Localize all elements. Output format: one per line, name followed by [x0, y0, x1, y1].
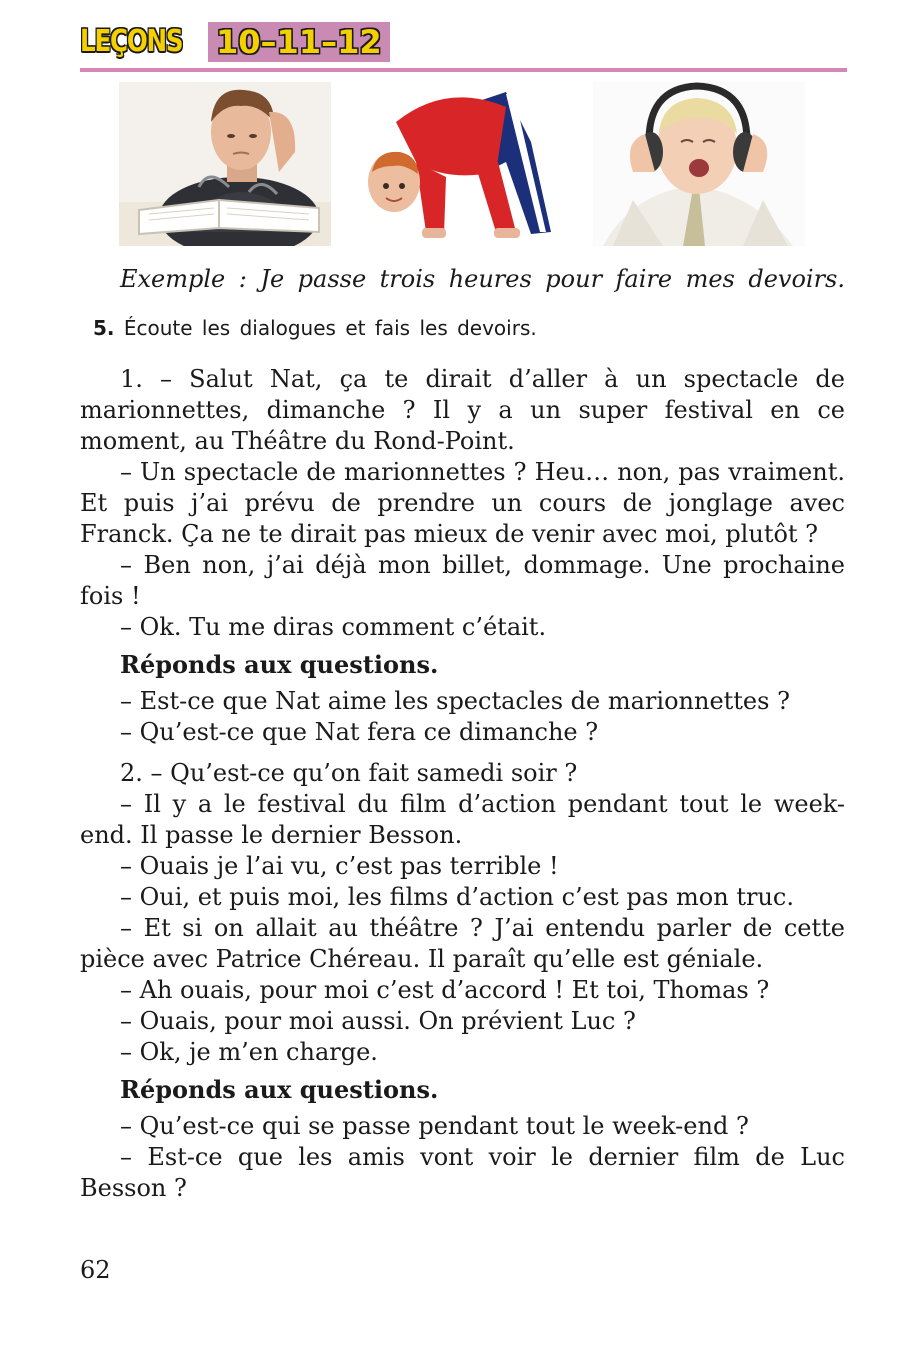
questions1-heading: Réponds aux questions. — [120, 650, 439, 679]
lesson-label: LEÇONS — [80, 24, 183, 59]
boy-stretching-photo — [356, 82, 568, 246]
dialogue2-line: – Il y a le festival du film d’action pendant tout le week-end. Il passe le dernier Besson. — [80, 790, 845, 849]
exercise-text: Écoute les dialogues et fais les devoirs. — [123, 316, 537, 340]
page-number: 62 — [80, 1256, 111, 1284]
dialogue1-line: 1. – Salut Nat, ça te dirait d’aller à un spectacle de marionnettes, dimanche ? Il y a un super festival en ce moment, au Théâtre du Rond-Point. — [80, 365, 845, 455]
dialogue2-line: – Ah ouais, pour moi c’est d’accord ! Et toi, Thomas ? — [120, 976, 770, 1004]
header-rule — [80, 68, 847, 72]
dialogue1-line: – Un spectacle de marionnettes ? Heu… non, pas vraiment. Et puis j’ai prévu de prendre un cours de jonglage avec Franck. Ça ne te dirait pas mieux de venir avec moi, plutôt ? — [80, 458, 845, 548]
dialogue1-line: – Ok. Tu me diras comment c’était. — [120, 613, 547, 641]
dialogue2-line: – Oui, et puis moi, les films d’action c’est pas mon truc. — [120, 883, 794, 911]
dialogue2-line: 2. – Qu’est-ce qu’on fait samedi soir ? — [120, 759, 578, 787]
dialogue2-line: – Ouais je l’ai vu, c’est pas terrible ! — [120, 852, 559, 880]
exercise-number: 5. — [93, 316, 115, 340]
example-sentence: Exemple : Je passe trois heures pour faire mes devoirs. — [120, 265, 845, 293]
dialogue-text — [80, 364, 845, 1204]
boy-with-headphones-photo — [593, 82, 805, 246]
lesson-numbers: 10–11–12 — [208, 22, 390, 62]
dialogue2-line: – Et si on allait au théâtre ? J’ai entendu parler de cette pièce avec Patrice Chéreau. Il paraît qu’elle est géniale. — [80, 914, 845, 973]
question-line: – Qu’est-ce que Nat fera ce dimanche ? — [120, 718, 599, 746]
dialogue2-line: – Ok, je m’en charge. — [120, 1038, 378, 1066]
exercise-instruction — [93, 312, 537, 344]
questions2-heading: Réponds aux questions. — [120, 1075, 439, 1104]
dialogue1-line: – Ben non, j’ai déjà mon billet, dommage. Une prochaine fois ! — [80, 551, 845, 610]
dialogue2-line: – Ouais, pour moi aussi. On prévient Luc ? — [120, 1007, 636, 1035]
question-line: – Est-ce que Nat aime les spectacles de marionnettes ? — [120, 687, 790, 715]
question-line: – Qu’est-ce qui se passe pendant tout le week-end ? — [120, 1112, 749, 1140]
question-line: – Est-ce que les amis vont voir le dernier film de Luc Besson ? — [80, 1143, 845, 1202]
boy-reading-book-photo — [119, 82, 331, 246]
